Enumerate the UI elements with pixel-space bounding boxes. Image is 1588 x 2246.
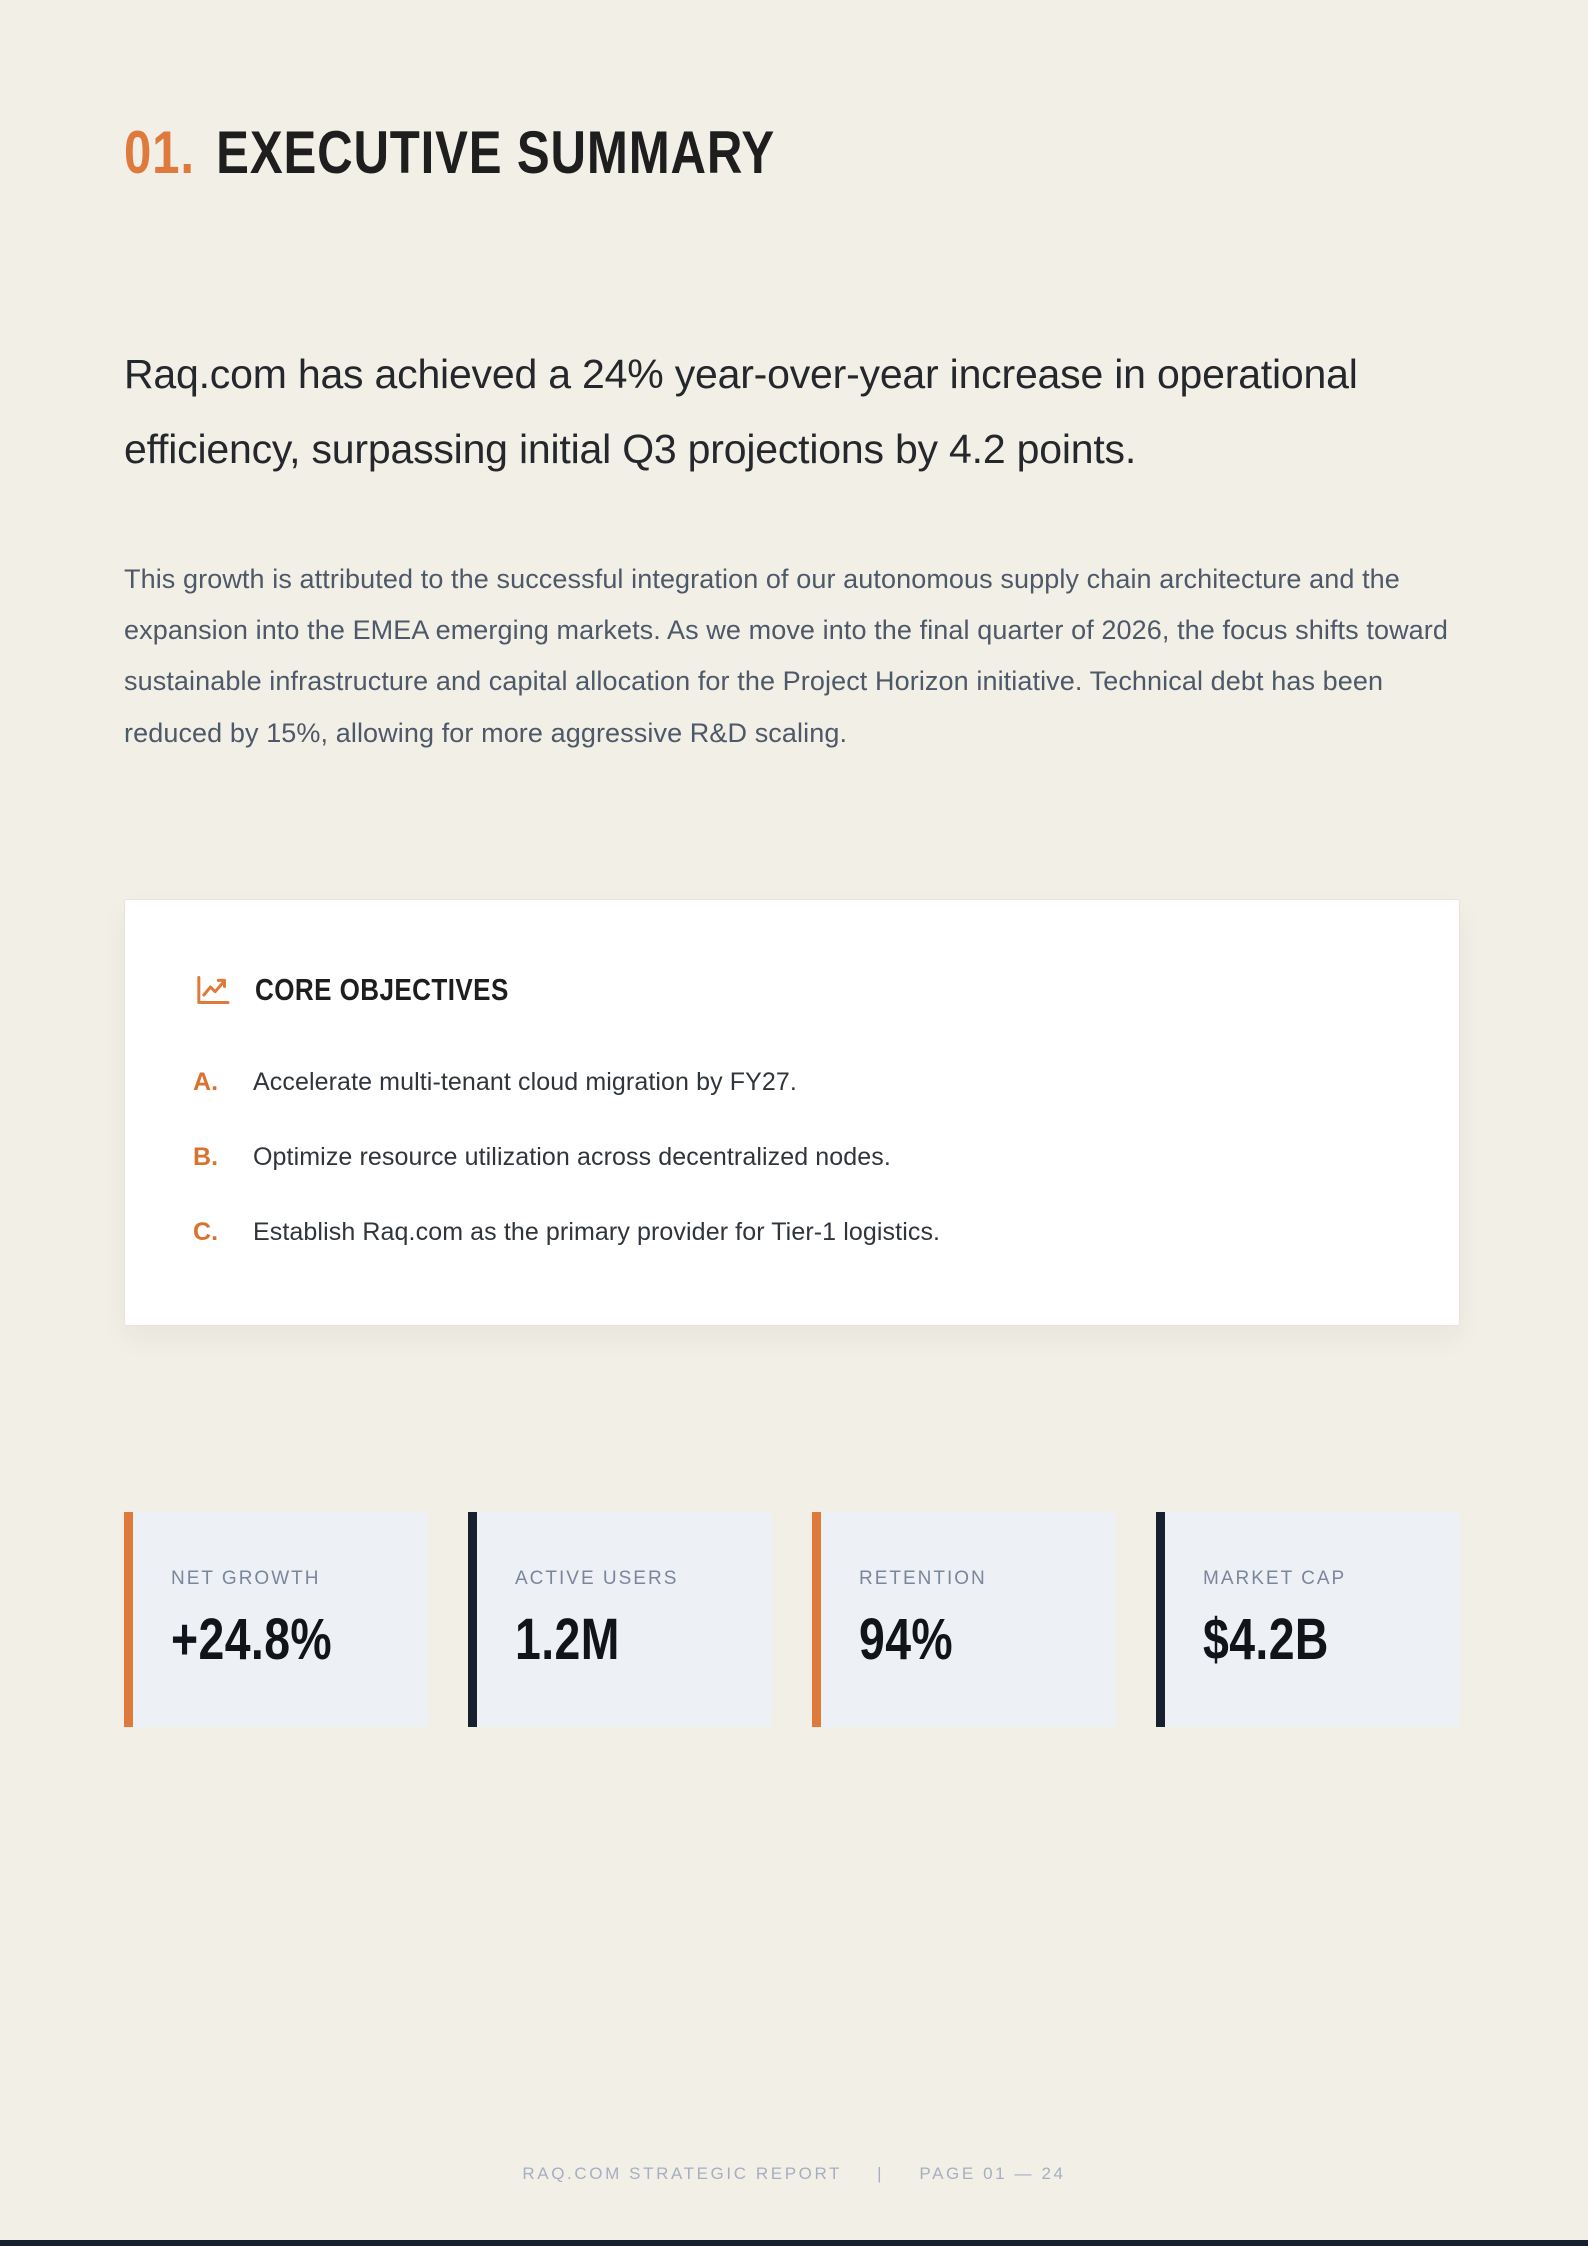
objective-marker: C. <box>193 1218 219 1247</box>
stat-value: 1.2M <box>515 1607 620 1673</box>
objective-item-c <box>193 1218 1391 1247</box>
section-number: 01. <box>124 119 195 186</box>
body-paragraph: This growth is attributed to the successful integration of our autonomous supply chain architecture and the expansion into the EMEA emerging markets. As we move into the final quarter of 2026, the focus shifts toward sustainable infrastructure and capital allocation for the Project Horizon initiative. Technical debt has been reduced by 15%, allowing for more aggressive R&D scaling. <box>124 563 1449 748</box>
page-bottom-accent-bar <box>0 2240 1588 2246</box>
core-objectives-card <box>124 899 1460 1326</box>
objective-item-a <box>193 1068 1391 1097</box>
page-title <box>124 118 1223 187</box>
objective-text: Establish Raq.com as the primary provider for Tier-1 logistics. <box>253 1218 941 1247</box>
footer-report-name: RAQ.COM STRATEGIC REPORT <box>522 2164 842 2183</box>
stat-label: MARKET CAP <box>1203 1568 1347 1590</box>
card-title: CORE OBJECTIVES <box>255 972 509 1008</box>
objective-text: Accelerate multi-tenant cloud migration by FY27. <box>253 1068 797 1097</box>
lead-paragraph: Raq.com has achieved a 24% year-over-year increase in operational efficiency, surpassing initial Q3 projections by 4.2 points. <box>124 351 1358 473</box>
page-footer <box>0 2164 1588 2184</box>
objective-marker: B. <box>193 1143 219 1172</box>
kpi-stats-row <box>124 1512 1464 1727</box>
chart-line-up-icon <box>193 970 233 1010</box>
stat-label: NET GROWTH <box>171 1568 321 1590</box>
stat-card-market-cap <box>1156 1512 1460 1727</box>
footer-separator: | <box>877 2164 885 2183</box>
objective-item-b <box>193 1143 1391 1172</box>
card-header <box>193 970 1391 1010</box>
stat-value: 94% <box>859 1607 954 1673</box>
stat-card-net-growth <box>124 1512 428 1727</box>
stat-value: $4.2B <box>1203 1607 1329 1673</box>
stat-card-active-users <box>468 1512 772 1727</box>
stat-label: ACTIVE USERS <box>515 1568 679 1590</box>
objectives-list <box>193 1068 1391 1247</box>
stat-label: RETENTION <box>859 1568 987 1590</box>
section-title-text: EXECUTIVE SUMMARY <box>216 119 776 186</box>
stat-card-retention <box>812 1512 1116 1727</box>
footer-page-indicator: PAGE 01 — 24 <box>919 2164 1066 2183</box>
stat-value: +24.8% <box>171 1607 333 1673</box>
objective-marker: A. <box>193 1068 219 1097</box>
objective-text: Optimize resource utilization across decentralized nodes. <box>253 1143 891 1172</box>
